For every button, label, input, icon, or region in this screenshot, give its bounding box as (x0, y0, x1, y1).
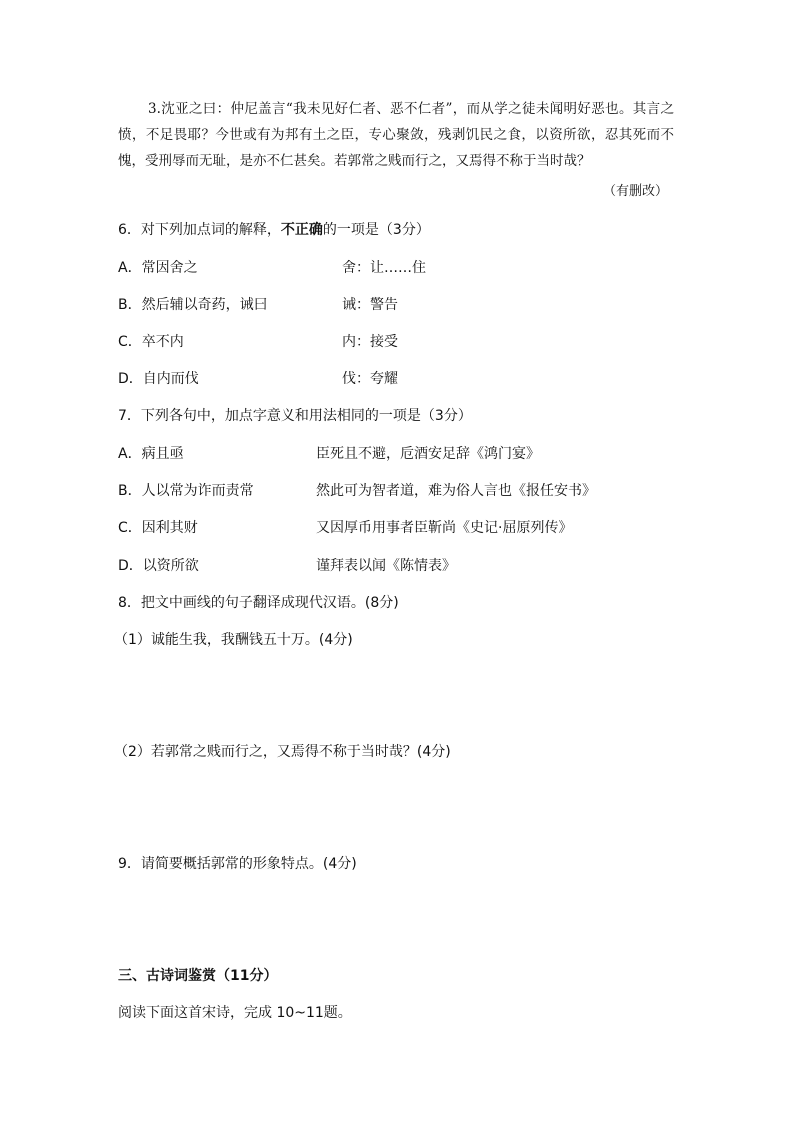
passage-text: 3.沈亚之曰：仲尼盖言“我未见好仁者、恶不仁者”，而从学之徒未闻明好恶也。其言之愤，不足畏耶？今世或有为邦有土之臣，专心聚敛，残剥饥民之食，以资所欲，忍其死而不愧，受刑辱而无耻，是亦不仁甚矣。若郭常之贱而行之，又焉得不称于当时哉？ (118, 101, 674, 169)
q6-option-a-gloss: 舍：让……住 (342, 260, 426, 276)
q6-stem-before: 6．对下列加点词的解释， (118, 222, 281, 238)
q7-option-b-example: 然此可为智者道，难为俗人言也《报任安书》 (316, 483, 596, 499)
q7-option-c: C．因利其财 (118, 520, 198, 536)
section-3-title: 三、古诗词鉴赏（11分） (118, 968, 278, 984)
q7-option-a: A．病且亟 (118, 446, 184, 462)
q7-option-c-example: 又因厚币用事者臣靳尚《史记·屈原列传》 (316, 520, 573, 536)
passage-paragraph (118, 96, 674, 174)
q6-option-a: A．常因舍之 (118, 260, 198, 276)
q6-option-c: C．卒不内 (118, 334, 184, 350)
q7-stem: 7．下列各句中，加点字意义和用法相同的一项是（3分） (118, 408, 472, 424)
q6-stem (118, 220, 430, 240)
q7-option-a-example: 臣死且不避，卮酒安足辞《鸿门宴》 (316, 446, 540, 462)
q7-option-d-example: 谨拜表以闻《陈情表》 (316, 558, 456, 574)
q7-option-d: D．以资所欲 (118, 558, 199, 574)
q9-stem: 9．请简要概括郭常的形象特点。(4分) (118, 856, 357, 872)
q6-stem-after: 的一项是（3分） (322, 222, 430, 238)
q7-option-b: B．人以常为诈而责常 (118, 483, 254, 499)
q8-stem: 8．把文中画线的句子翻译成现代汉语。(8分) (118, 595, 399, 611)
q8-sub2: （2）若郭常之贱而行之，又焉得不称于当时哉？(4分) (114, 744, 451, 760)
q6-option-b: B．然后辅以奇药，诫曰 (118, 297, 268, 313)
q6-option-b-gloss: 诫：警告 (342, 297, 398, 313)
q8-sub1: （1）诚能生我，我酬钱五十万。(4分) (114, 632, 353, 648)
q6-option-c-gloss: 内：接受 (342, 334, 398, 350)
q6-option-d: D．自内而伐 (118, 371, 199, 387)
section-3-intro: 阅读下面这首宋诗，完成 10~11题。 (118, 1005, 352, 1021)
q6-option-d-gloss: 伐：夸耀 (342, 371, 398, 387)
q6-stem-bold: 不正确 (280, 222, 323, 238)
source-note: （有删改） (602, 184, 668, 199)
